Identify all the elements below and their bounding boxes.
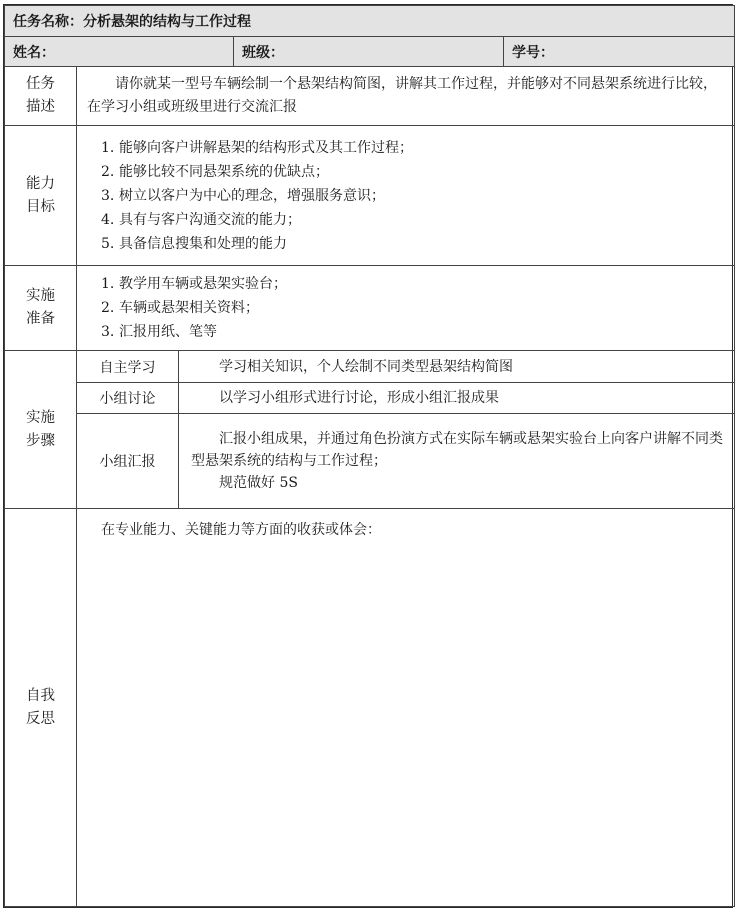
- student-id-field[interactable]: 学号：: [504, 37, 735, 67]
- task-label: 任务名称：: [13, 14, 83, 30]
- class-field[interactable]: 班级：: [234, 37, 504, 67]
- step-content: 以学习小组形式进行讨论，形成小组汇报成果: [179, 383, 735, 414]
- preparation-list: [77, 266, 735, 351]
- description-label: 任务 描述: [5, 67, 77, 126]
- reflection-label: 自我 反思: [5, 509, 77, 907]
- step-row-self-study: [5, 351, 735, 383]
- step-name: 小组汇报: [77, 414, 179, 509]
- reflection-row: [5, 509, 735, 907]
- step-name: 小组讨论: [77, 383, 179, 414]
- list-item: 2. 能够比较不同悬架系统的优缺点；: [101, 163, 329, 180]
- list-item: 5. 具备信息搜集和处理的能力: [101, 235, 287, 252]
- reflection-area[interactable]: [77, 509, 735, 907]
- preparation-row: [5, 266, 735, 351]
- list-item: 1. 能够向客户讲解悬架的结构形式及其工作过程；: [101, 139, 413, 156]
- name-field[interactable]: 姓名：: [5, 37, 234, 67]
- list-item: 4. 具有与客户沟通交流的能力；: [101, 211, 301, 228]
- list-item: 3. 树立以客户为中心的理念，增强服务意识；: [101, 187, 385, 204]
- task-title: [5, 6, 735, 37]
- step-content: 学习相关知识，个人绘制不同类型悬架结构简图: [179, 351, 735, 383]
- task-value: 分析悬架的结构与工作过程: [83, 14, 251, 30]
- description-row: [5, 67, 735, 126]
- steps-label: 实施 步骤: [5, 351, 77, 509]
- task-row: [5, 6, 735, 37]
- worksheet-table: [4, 5, 735, 907]
- step-row-group-discussion: [5, 383, 735, 414]
- list-item: 1. 教学用车辆或悬架实验台；: [101, 276, 287, 292]
- step-row-group-report: [5, 414, 735, 509]
- list-item: 2. 车辆或悬架相关资料；: [101, 300, 259, 316]
- step-name: 自主学习: [77, 351, 179, 383]
- list-item: 3. 汇报用纸、笔等: [101, 324, 217, 340]
- goals-row: [5, 126, 735, 266]
- goals-list: [77, 126, 735, 266]
- goals-label: 能力 目标: [5, 126, 77, 266]
- step-content: 汇报小组成果，并通过角色扮演方式在实际车辆或悬架实验台上向客户讲解不同类型悬架系统的结构与工作过程； 规范做好 5S: [179, 414, 735, 509]
- reflection-prompt: 在专业能力、关键能力等方面的收获或体会：: [101, 522, 381, 538]
- preparation-label: 实施 准备: [5, 266, 77, 351]
- task-worksheet: [3, 4, 733, 908]
- description-text: 请你就某一型号车辆绘制一个悬架结构简图，讲解其工作过程，并能够对不同悬架系统进行比较，在学习小组或班级里进行交流汇报: [77, 67, 735, 126]
- student-info-row: [5, 37, 735, 67]
